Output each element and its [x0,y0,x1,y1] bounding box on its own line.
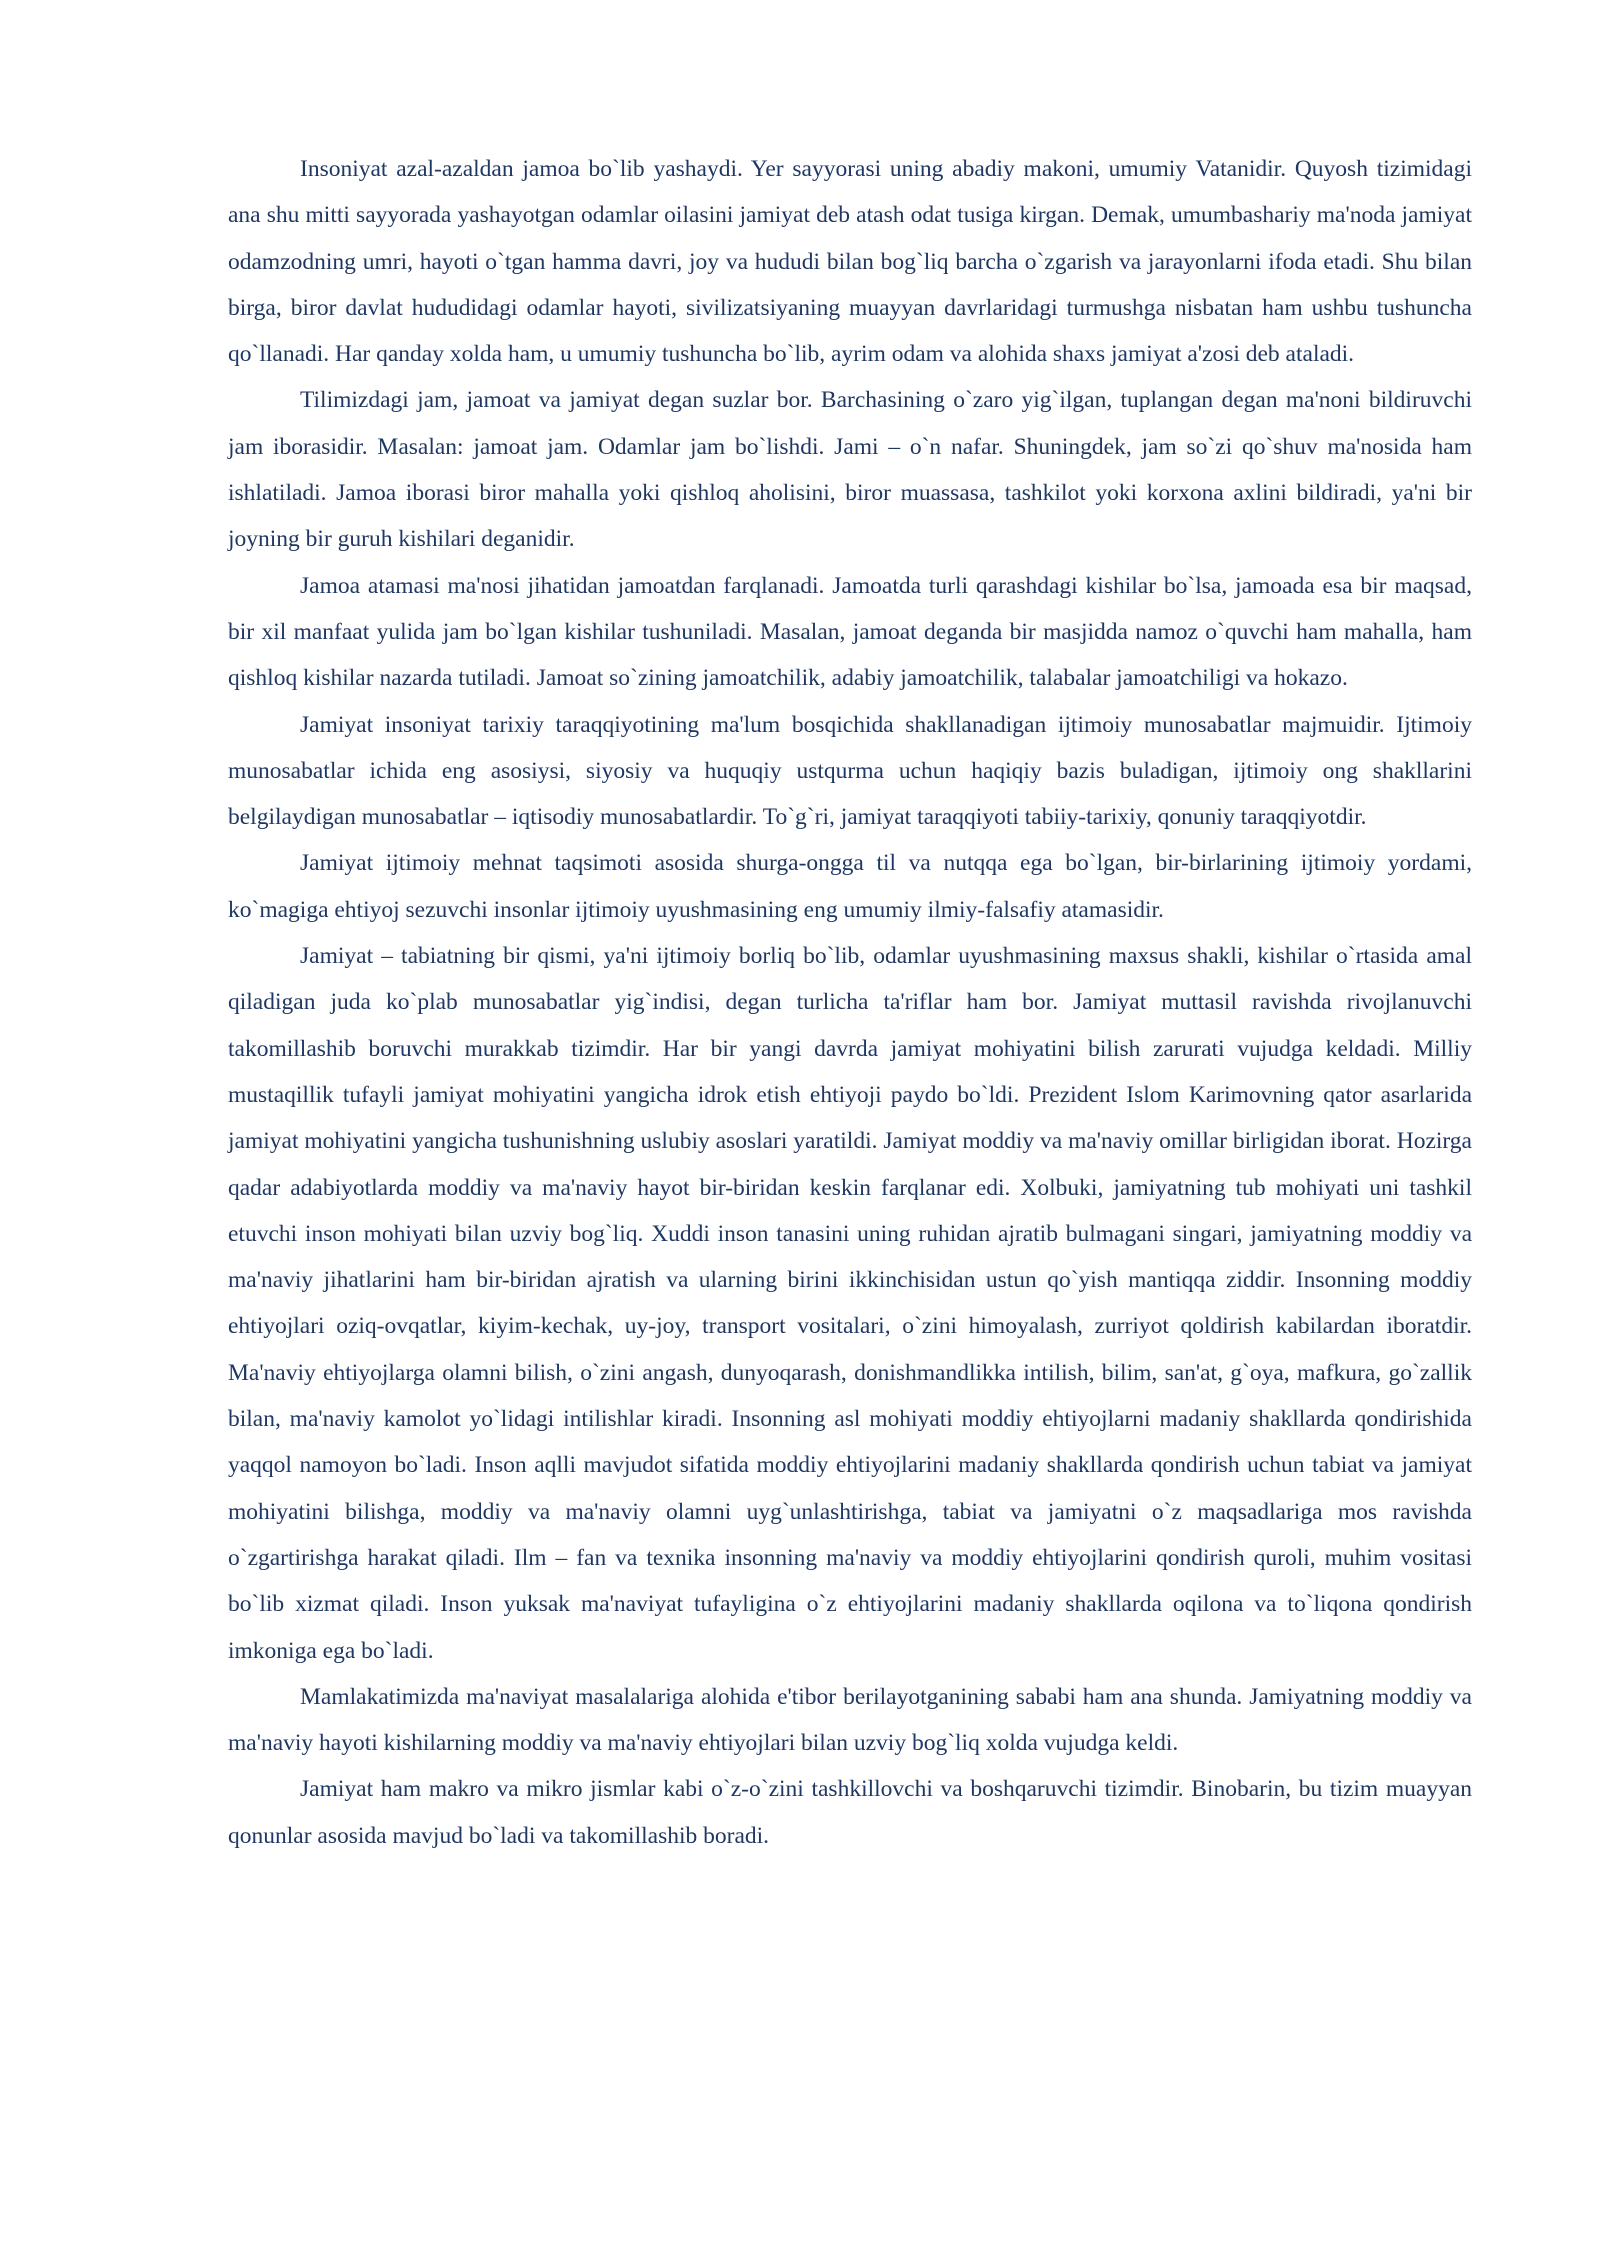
paragraph-2: Tilimizdagi jam, jamoat va jamiyat degan suzlar bor. Barchasining o`zaro yig`ilgan, tuplangan degan ma'noni bildiruvchi jam iborasidir. Masalan: jamoat jam. Odamlar jam bo`lishdi. Jami – o`n nafar. Shuningdek, jam so`zi qo`shuv ma'nosida ham ishlatiladi. Jamoa iborasi biror mahalla yoki qishloq aholisini, biror muassasa, tashkilot yoki korxona axlini bildiradi, ya'ni bir joyning bir guruh kishilari deganidir. [228,387,1472,553]
paragraph-4: Jamiyat insoniyat tarixiy taraqqiyotining ma'lum bosqichida shakllanadigan ijtimoiy munosabatlar majmuidir. Ijtimoiy munosabatlar ichida eng asosiysi, siyosiy va huquqiy ustqurma uchun haqiqiy bazis buladigan, ijtimoiy ong shakllarini belgilaydigan munosabatlar – iqtisodiy munosabatlardir. To`g`ri, jamiyat taraqqiyoti tabiiy-tarixiy, qonuniy taraqqiyotdir. [228,711,1472,831]
paragraph-1: Insoniyat azal-azaldan jamoa bo`lib yashaydi. Yer sayyorasi uning abadiy makoni, umumiy Vatanidir. Quyosh tizimidagi ana shu mitti sayyorada yashayotgan odamlar oilasini jamiyat deb atash odat tusiga kirgan. Demak, umumbashariy ma'noda jamiyat odamzodning umri, hayoti o`tgan hamma davri, joy va hududi bilan bog`liq barcha o`zgarish va jarayonlarni ifoda etadi. Shu bilan birga, biror davlat hududidagi odamlar hayoti, sivilizatsiyaning muayyan davrlaridagi turmushga nisbatan ham ushbu tushuncha qo`llanadi. Har qanday xolda ham, u umumiy tushuncha bo`lib, ayrim odam va alohida shaxs jamiyat a'zosi deb ataladi. [228,156,1472,368]
paragraph-6: Jamiyat – tabiatning bir qismi, ya'ni ijtimoiy borliq bo`lib, odamlar uyushmasining maxsus shakli, kishilar o`rtasida amal qiladigan juda ko`plab munosabatlar yig`indisi, degan turlicha ta'riflar ham bor. Jamiyat muttasil ravishda rivojlanuvchi takomillashib boruvchi murakkab tizimdir. Har bir yangi davrda jamiyat mohiyatini bilish zarurati vujudga keldadi. Milliy mustaqillik tufayli jamiyat mohiyatini yangicha idrok etish ehtiyoji paydo bo`ldi. Prezident Islom Karimovning qator asarlarida jamiyat mohiyatini yangicha tushunishning uslubiy asoslari yaratildi. Jamiyat moddiy va ma'naviy omillar birligidan iborat. Hozirga qadar adabiyotlarda moddiy va ma'naviy hayot bir-biridan keskin farqlanar edi. Xolbuki, jamiyatning tub mohiyati uni tashkil etuvchi inson mohiyati bilan uzviy bog`liq. Xuddi inson tanasini uning ruhidan ajratib bulmagani singari, jamiyatning moddiy va ma'naviy jihatlarini ham bir-biridan ajratish va ularning birini ikkinchisidan ustun qo`yish mantiqqa ziddir. Insonning moddiy ehtiyojlari oziq-ovqatlar, kiyim-kechak, uy-joy, transport vositalari, o`zini himoyalash, zurriyot qoldirish kabilardan iboratdir. Ma'naviy ehtiyojlarga olamni bilish, o`zini angash, dunyoqarash, donishmandlikka intilish, bilim, san'at, g`oya, mafkura, go`zallik bilan, ma'naviy kamolot yo`lidagi intilishlar kiradi. Insonning asl mohiyati moddiy ehtiyojlarni madaniy shakllarda qondirishida yaqqol namoyon bo`ladi. Inson aqlli mavjudot sifatida moddiy ehtiyojlarini madaniy shakllarda qondirish uchun tabiat va jamiyat mohiyatini bilishga, moddiy va ma'naviy olamni uyg`unlashtirishga, tabiat va jamiyatni o`z maqsadlariga mos ravishda o`zgartirishga harakat qiladi. Ilm – fan va texnika insonning ma'naviy va moddiy ehtiyojlarini qondirish quroli, muhim vositasi bo`lib xizmat qiladi. Inson yuksak ma'naviyat tufayligina o`z ehtiyojlarini madaniy shakllarda oqilona va to`liqona qondirish imkoniga ega bo`ladi. [228,943,1472,1664]
paragraph-8: Jamiyat ham makro va mikro jismlar kabi o`z-o`zini tashkillovchi va boshqaruvchi tizimdir. Binobarin, bu tizim muayyan qonunlar asosida mavjud bo`ladi va takomillashib boradi. [228,1776,1472,1849]
document-page [228,146,1472,1859]
paragraph-7: Mamlakatimizda ma'naviyat masalalariga alohida e'tibor berilayotganining sababi ham ana shunda. Jamiyatning moddiy va ma'naviy hayoti kishilarning moddiy va ma'naviy ehtiyojlari bilan uzviy bog`liq xolda vujudga keldi. [228,1683,1472,1757]
paragraph-5: Jamiyat ijtimoiy mehnat taqsimoti asosida shurga-ongga til va nutqqa ega bo`lgan, bir-birlarining ijtimoiy yordami, ko`magiga ehtiyoj sezuvchi insonlar ijtimoiy uyushmasining eng umumiy ilmiy-falsafiy atamasidir. [228,850,1472,923]
paragraph-3: Jamoa atamasi ma'nosi jihatidan jamoatdan farqlanadi. Jamoatda turli qarashdagi kishilar bo`lsa, jamoada esa bir maqsad, bir xil manfaat yulida jam bo`lgan kishilar tushuniladi. Masalan, jamoat deganda bir masjidda namoz o`quvchi ham mahalla, ham qishloq kishilar nazarda tutiladi. Jamoat so`zining jamoatchilik, adabiy jamoatchilik, talabalar jamoatchiligi va hokazo. [228,572,1472,692]
